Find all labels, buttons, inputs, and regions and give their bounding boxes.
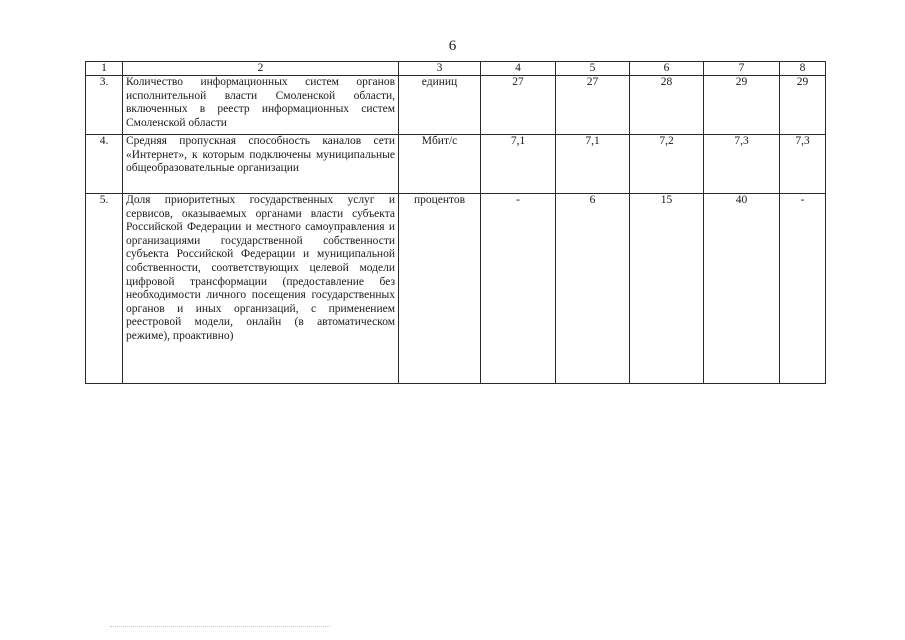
scan-artifact	[110, 626, 330, 630]
value-cell: 6	[556, 194, 630, 384]
header-cell-6: 6	[630, 62, 704, 76]
value-cell: 27	[556, 76, 630, 135]
indicator-description: Количество информационных систем органов исполнительной власти Смоленской области, включенных в реестр информационных систем Смоленской области	[123, 76, 399, 135]
value-cell: 29	[704, 76, 780, 135]
value-cell: 7,2	[630, 135, 704, 194]
value-cell: -	[780, 194, 826, 384]
row-number: 3.	[86, 76, 123, 135]
header-cell-8: 8	[780, 62, 826, 76]
value-cell: 15	[630, 194, 704, 384]
row-number: 4.	[86, 135, 123, 194]
row-number: 5.	[86, 194, 123, 384]
value-cell: 7,1	[481, 135, 556, 194]
value-cell: 40	[704, 194, 780, 384]
table-row	[86, 194, 826, 384]
indicators-table	[85, 61, 826, 384]
unit-of-measure: процентов	[399, 194, 481, 384]
value-cell: 7,3	[780, 135, 826, 194]
value-cell: 27	[481, 76, 556, 135]
header-cell-2: 2	[123, 62, 399, 76]
value-cell: 28	[630, 76, 704, 135]
header-cell-4: 4	[481, 62, 556, 76]
value-cell: 7,3	[704, 135, 780, 194]
value-cell: 29	[780, 76, 826, 135]
table-row	[86, 76, 826, 135]
unit-of-measure: единиц	[399, 76, 481, 135]
value-cell: 7,1	[556, 135, 630, 194]
table-header-row	[86, 62, 826, 76]
page-number: 6	[448, 38, 457, 54]
table-row	[86, 135, 826, 194]
header-cell-3: 3	[399, 62, 481, 76]
value-cell: -	[481, 194, 556, 384]
indicator-description: Средняя пропускная способность каналов сети «Интернет», к которым подключены муниципальные общеобразовательные организации	[123, 135, 399, 194]
header-cell-7: 7	[704, 62, 780, 76]
indicator-description: Доля приоритетных государственных услуг и сервисов, оказываемых органами власти субъекта Российской Федерации и местного самоуправления и организациями государственной собственности субъекта Российской Федерации и муниципальной собственности, соответствующих целевой модели цифровой трансформации (предоставление без необходимости личного посещения государственных органов и иных организаций, с применением реестровой модели, онлайн (в автоматическом режиме), проактивно)	[123, 194, 399, 384]
header-cell-5: 5	[556, 62, 630, 76]
header-cell-1: 1	[86, 62, 123, 76]
unit-of-measure: Мбит/с	[399, 135, 481, 194]
